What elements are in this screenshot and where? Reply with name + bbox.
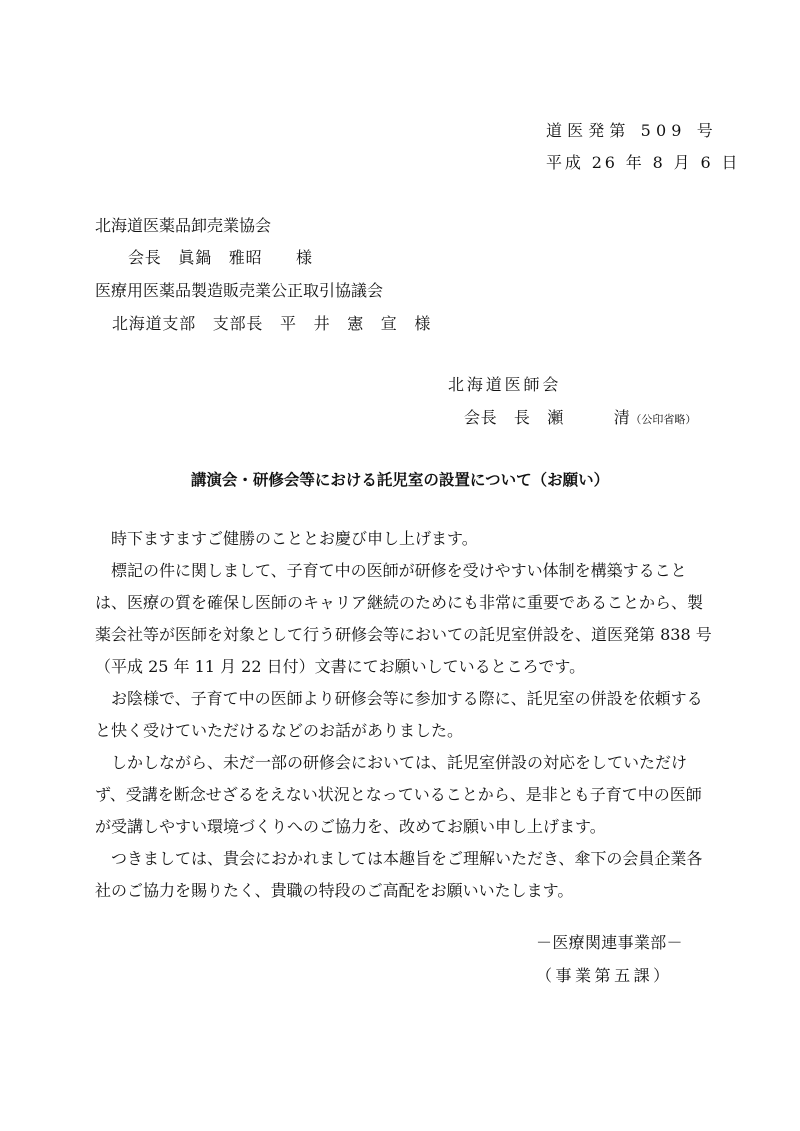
recipient-org-1: 北海道医薬品卸売業協会 bbox=[95, 216, 272, 235]
section-name: （事業第五課） bbox=[536, 966, 673, 985]
recipient-name-1: 会長 眞鍋 雅昭 様 bbox=[128, 248, 313, 267]
body-paragraph: しかしながら、未だ一部の研修会においては、託児室併設の対応をしていただけず、受講を断念せざるをえない状況となっていることから、是非とも子育て中の医師が受講しやすい環境づくりへのご協力を、改めてお願い申し上げます。 bbox=[95, 753, 702, 836]
department-name: －医療関連事業部－ bbox=[536, 933, 683, 952]
sender-signature bbox=[464, 405, 696, 428]
body-paragraph: つきましては、貴会におかれましては本趣旨をご理解いただき、傘下の会員企業各社のご協力を賜りたく、貴職の特段のご高配をお願いいたします。 bbox=[95, 849, 703, 900]
recipient-name-2: 北海道支部 支部長 平 井 憲 宣 様 bbox=[112, 314, 432, 333]
body-paragraph: お陰様で、子育て中の医師より研修会等に参加する際に、託児室の併設を依頼すると快く受けていただけるなどのお話がありました。 bbox=[95, 689, 703, 740]
body-paragraph: 標記の件に関しまして、子育て中の医師が研修を受けやすい体制を構築することは、医療の質を確保し医師のキャリア継続のためにも非常に重要であることから、製薬会社等が医師を対象として行う研修会等においての託児室併設を、道医発第 838 号（平成 25 年 11 月 22 日付）文書にてお願いしているところです。 bbox=[95, 561, 712, 676]
sender-organization: 北海道医師会 bbox=[448, 375, 562, 394]
recipient-org-2: 医療用医薬品製造販売業公正取引協議会 bbox=[95, 281, 384, 300]
seal-omitted-note: （公印省略） bbox=[630, 413, 697, 426]
sender-name: 会長 長 瀬 清 bbox=[464, 408, 631, 427]
document-title: 講演会・研修会等における託児室の設置について（お願い） bbox=[190, 471, 610, 489]
document-date: 平成 26 年 8 月 6 日 bbox=[546, 153, 741, 172]
letter-body bbox=[95, 523, 715, 907]
document-number: 道医発第 509 号 bbox=[546, 121, 718, 140]
body-paragraph: 時下ますますご健勝のこととお慶び申し上げます。 bbox=[111, 529, 478, 548]
